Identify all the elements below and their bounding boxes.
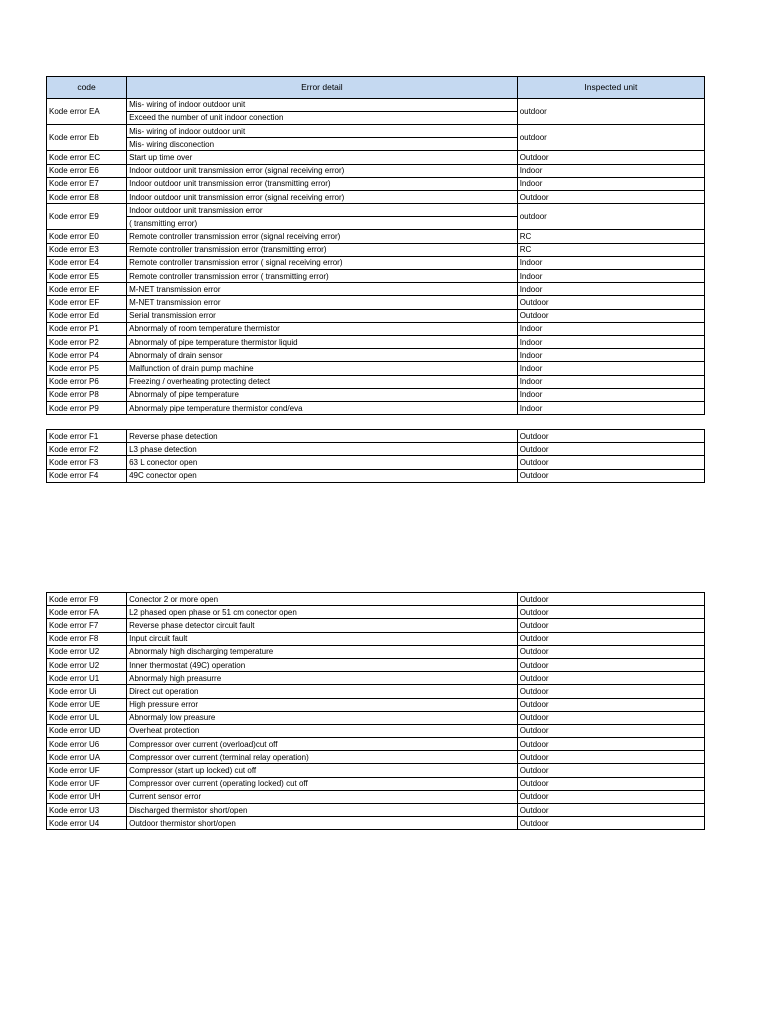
error-code-cell: Kode error EC — [47, 151, 127, 164]
table-row — [47, 469, 705, 482]
error-detail-cell: Abnormaly of pipe temperature — [127, 388, 518, 401]
error-code-cell: Kode error U2 — [47, 658, 127, 671]
inspected-unit-cell: Indoor — [517, 388, 704, 401]
table-row — [47, 375, 705, 388]
table-row — [47, 256, 705, 269]
table-row — [47, 606, 705, 619]
inspected-unit-cell: Outdoor — [517, 698, 704, 711]
table-row — [47, 632, 705, 645]
table-row — [47, 177, 705, 190]
error-detail-cell: Remote controller transmission error (signal receiving error) — [127, 230, 518, 243]
error-code-cell: Kode error UA — [47, 751, 127, 764]
inspected-unit-cell: Indoor — [517, 375, 704, 388]
error-detail-cell: L2 phased open phase or 51 cm conector open — [127, 606, 518, 619]
error-detail-cell: Abnormaly high discharging temperature — [127, 645, 518, 658]
inspected-unit-cell: Indoor — [517, 401, 704, 414]
error-table-phase — [46, 429, 705, 483]
table-row — [47, 817, 705, 830]
error-detail-cell: Indoor outdoor unit transmission error (signal receiving error) — [127, 190, 518, 203]
table-body — [47, 98, 705, 415]
inspected-unit-cell: RC — [517, 243, 704, 256]
error-code-cell: Kode error P1 — [47, 322, 127, 335]
error-code-cell: Kode error F4 — [47, 469, 127, 482]
table-row — [47, 443, 705, 456]
table-row — [47, 645, 705, 658]
error-detail-cell: Current sensor error — [127, 790, 518, 803]
header-code: code — [47, 77, 127, 99]
error-detail-cell: ( transmitting error) — [127, 217, 518, 230]
error-detail-cell: Mis- wiring of indoor outdoor unit — [127, 124, 518, 137]
inspected-unit-cell: Outdoor — [517, 190, 704, 203]
error-code-cell: Kode error EF — [47, 296, 127, 309]
inspected-unit-cell: Outdoor — [517, 790, 704, 803]
error-detail-cell: Discharged thermistor short/open — [127, 804, 518, 817]
error-code-cell: Kode error UF — [47, 764, 127, 777]
inspected-unit-cell: Outdoor — [517, 632, 704, 645]
error-code-cell: Kode error Ed — [47, 309, 127, 322]
error-code-cell: Kode error P8 — [47, 388, 127, 401]
error-code-cell: Kode error U2 — [47, 645, 127, 658]
inspected-unit-cell: RC — [517, 230, 704, 243]
table-row — [47, 738, 705, 751]
error-code-cell: Kode error F1 — [47, 430, 127, 443]
table-row — [47, 456, 705, 469]
error-code-cell: Kode error EA — [47, 98, 127, 124]
inspected-unit-cell: Outdoor — [517, 685, 704, 698]
inspected-unit-cell: Outdoor — [517, 443, 704, 456]
error-code-cell: Kode error F8 — [47, 632, 127, 645]
inspected-unit-cell: Indoor — [517, 322, 704, 335]
error-detail-cell: Remote controller transmission error (transmitting error) — [127, 243, 518, 256]
inspected-unit-cell: Outdoor — [517, 804, 704, 817]
table-body — [47, 430, 705, 483]
error-detail-cell: High pressure error — [127, 698, 518, 711]
error-code-cell: Kode error F3 — [47, 456, 127, 469]
table-row — [47, 672, 705, 685]
error-detail-cell: M-NET transmission error — [127, 283, 518, 296]
inspected-unit-cell: Outdoor — [517, 724, 704, 737]
error-detail-cell: Direct cut operation — [127, 685, 518, 698]
error-detail-cell: Reverse phase detection — [127, 430, 518, 443]
header-inspected-unit: Inspected unit — [517, 77, 704, 99]
error-detail-cell: Abnormaly high preasurre — [127, 672, 518, 685]
error-code-cell: Kode error E6 — [47, 164, 127, 177]
inspected-unit-cell: Outdoor — [517, 645, 704, 658]
table-row — [47, 751, 705, 764]
inspected-unit-cell: Outdoor — [517, 309, 704, 322]
error-detail-cell: Compressor (start up locked) cut off — [127, 764, 518, 777]
inspected-unit-cell: Outdoor — [517, 151, 704, 164]
table-row — [47, 430, 705, 443]
inspected-unit-cell: Outdoor — [517, 469, 704, 482]
error-table-outdoor — [46, 592, 705, 830]
error-detail-cell: Overheat protection — [127, 724, 518, 737]
table-row — [47, 335, 705, 348]
inspected-unit-cell: outdoor — [517, 204, 704, 230]
table-row — [47, 711, 705, 724]
inspected-unit-cell: Outdoor — [517, 764, 704, 777]
table-row — [47, 283, 705, 296]
error-detail-cell: Input circuit fault — [127, 632, 518, 645]
inspected-unit-cell: outdoor — [517, 98, 704, 124]
error-detail-cell: Malfunction of drain pump machine — [127, 362, 518, 375]
error-detail-cell: Remote controller transmission error ( signal receiving error) — [127, 256, 518, 269]
error-code-cell: Kode error UH — [47, 790, 127, 803]
error-code-cell: Kode error FA — [47, 606, 127, 619]
table-row — [47, 804, 705, 817]
table-row — [47, 362, 705, 375]
error-code-cell: Kode error E4 — [47, 256, 127, 269]
table-row — [47, 124, 705, 137]
error-detail-cell: Mis- wiring of indoor outdoor unit — [127, 98, 518, 111]
error-detail-cell: Conector 2 or more open — [127, 593, 518, 606]
table-row — [47, 790, 705, 803]
error-detail-cell: Outdoor thermistor short/open — [127, 817, 518, 830]
table-row — [47, 349, 705, 362]
inspected-unit-cell: Indoor — [517, 349, 704, 362]
error-code-cell: Kode error E8 — [47, 190, 127, 203]
inspected-unit-cell: Outdoor — [517, 296, 704, 309]
header-row — [47, 77, 705, 99]
inspected-unit-cell: Indoor — [517, 270, 704, 283]
error-detail-cell: Start up time over — [127, 151, 518, 164]
error-code-cell: Kode error EF — [47, 283, 127, 296]
error-table-main — [46, 76, 705, 415]
error-detail-cell: Compressor over current (operating locked) cut off — [127, 777, 518, 790]
error-code-cell: Kode error U4 — [47, 817, 127, 830]
error-code-cell: Kode error F7 — [47, 619, 127, 632]
table-row — [47, 777, 705, 790]
error-detail-cell: Remote controller transmission error ( transmitting error) — [127, 270, 518, 283]
inspected-unit-cell: Outdoor — [517, 738, 704, 751]
inspected-unit-cell: Indoor — [517, 164, 704, 177]
table-row — [47, 388, 705, 401]
error-detail-cell: Indoor outdoor unit transmission error — [127, 204, 518, 217]
error-code-cell: Kode error E5 — [47, 270, 127, 283]
table-row — [47, 724, 705, 737]
error-detail-cell: Abnormaly of pipe temperature thermistor liquid — [127, 335, 518, 348]
error-code-cell: Kode error P9 — [47, 401, 127, 414]
error-detail-cell: Abnormaly of room temperature thermistor — [127, 322, 518, 335]
table-row — [47, 593, 705, 606]
error-detail-cell: Freezing / overheating protecting detect — [127, 375, 518, 388]
error-detail-cell: 49C conector open — [127, 469, 518, 482]
error-code-cell: Kode error Eb — [47, 124, 127, 150]
inspected-unit-cell: Outdoor — [517, 456, 704, 469]
inspected-unit-cell: Outdoor — [517, 777, 704, 790]
inspected-unit-cell: Indoor — [517, 335, 704, 348]
table-row — [47, 685, 705, 698]
error-detail-cell: L3 phase detection — [127, 443, 518, 456]
error-code-cell: Kode error P5 — [47, 362, 127, 375]
error-code-cell: Kode error UE — [47, 698, 127, 711]
table-row — [47, 322, 705, 335]
inspected-unit-cell: Outdoor — [517, 606, 704, 619]
error-code-cell: Kode error UF — [47, 777, 127, 790]
error-detail-cell: Abnormaly of drain sensor — [127, 349, 518, 362]
error-detail-cell: Abnormaly low preasure — [127, 711, 518, 724]
inspected-unit-cell: outdoor — [517, 124, 704, 150]
error-code-cell: Kode error P6 — [47, 375, 127, 388]
table-row — [47, 698, 705, 711]
inspected-unit-cell: Outdoor — [517, 430, 704, 443]
error-code-cell: Kode error P2 — [47, 335, 127, 348]
error-code-cell: Kode error UD — [47, 724, 127, 737]
table-row — [47, 296, 705, 309]
table-row — [47, 619, 705, 632]
error-detail-cell: Compressor over current (overload)cut off — [127, 738, 518, 751]
table-row — [47, 270, 705, 283]
inspected-unit-cell: Outdoor — [517, 672, 704, 685]
error-code-cell: Kode error E0 — [47, 230, 127, 243]
inspected-unit-cell: Outdoor — [517, 619, 704, 632]
error-detail-cell: Inner thermostat (49C) operation — [127, 658, 518, 671]
error-code-cell: Kode error E7 — [47, 177, 127, 190]
error-code-cell: Kode error U6 — [47, 738, 127, 751]
table-row — [47, 164, 705, 177]
table-row — [47, 230, 705, 243]
inspected-unit-cell: Outdoor — [517, 658, 704, 671]
table-row — [47, 309, 705, 322]
error-detail-cell: Exceed the number of unit indoor conection — [127, 111, 518, 124]
error-code-cell: Kode error UL — [47, 711, 127, 724]
table-row — [47, 658, 705, 671]
header-error-detail: Error detail — [127, 77, 518, 99]
table-row — [47, 764, 705, 777]
error-code-cell: Kode error E9 — [47, 204, 127, 230]
inspected-unit-cell: Indoor — [517, 362, 704, 375]
error-code-cell: Kode error F2 — [47, 443, 127, 456]
table-row — [47, 190, 705, 203]
table-row — [47, 204, 705, 217]
inspected-unit-cell: Outdoor — [517, 711, 704, 724]
error-detail-cell: Mis- wiring disconection — [127, 138, 518, 151]
error-code-cell: Kode error F9 — [47, 593, 127, 606]
error-detail-cell: Abnormaly pipe temperature thermistor cond/eva — [127, 401, 518, 414]
inspected-unit-cell: Indoor — [517, 177, 704, 190]
inspected-unit-cell: Outdoor — [517, 593, 704, 606]
error-detail-cell: 63 L conector open — [127, 456, 518, 469]
inspected-unit-cell: Outdoor — [517, 751, 704, 764]
error-code-cell: Kode error U3 — [47, 804, 127, 817]
error-detail-cell: Indoor outdoor unit transmission error (transmitting error) — [127, 177, 518, 190]
error-detail-cell: Compressor over current (terminal relay operation) — [127, 751, 518, 764]
table-row — [47, 98, 705, 111]
inspected-unit-cell: Indoor — [517, 256, 704, 269]
table-row — [47, 401, 705, 414]
table-row — [47, 243, 705, 256]
error-code-cell: Kode error U1 — [47, 672, 127, 685]
error-code-cell: Kode error P4 — [47, 349, 127, 362]
error-detail-cell: Reverse phase detector circuit fault — [127, 619, 518, 632]
error-detail-cell: M-NET transmission error — [127, 296, 518, 309]
table-body — [47, 593, 705, 830]
error-detail-cell: Indoor outdoor unit transmission error (signal receiving error) — [127, 164, 518, 177]
inspected-unit-cell: Outdoor — [517, 817, 704, 830]
error-code-cell: Kode error Ui — [47, 685, 127, 698]
inspected-unit-cell: Indoor — [517, 283, 704, 296]
table-row — [47, 151, 705, 164]
error-code-cell: Kode error E3 — [47, 243, 127, 256]
error-detail-cell: Serial transmission error — [127, 309, 518, 322]
